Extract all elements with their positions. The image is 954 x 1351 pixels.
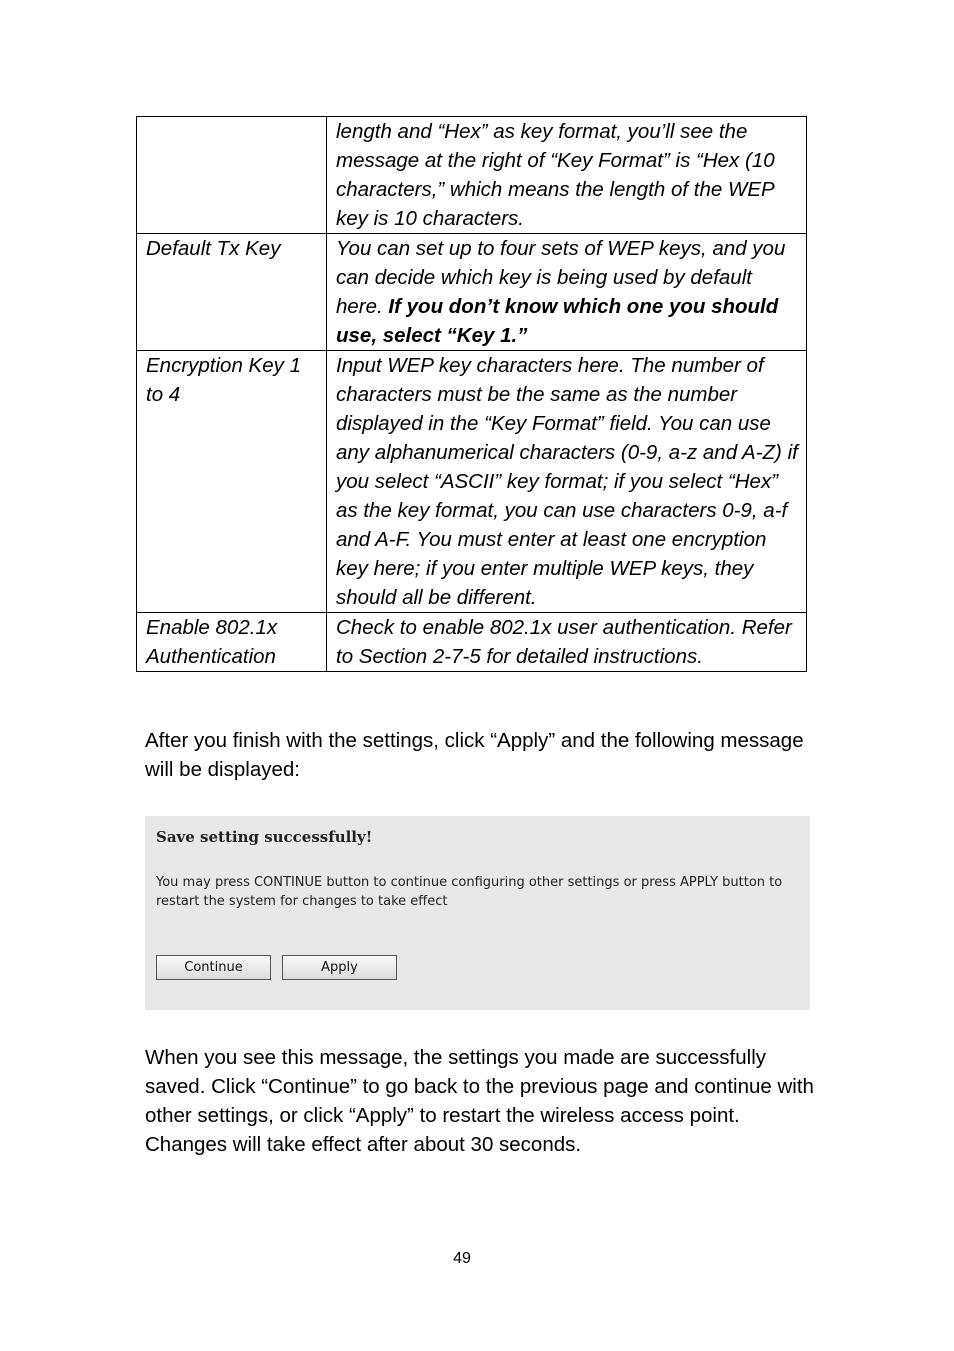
setting-name-cell: Enable 802.1x Authentication xyxy=(137,613,327,672)
setting-description-cell: Input WEP key characters here. The number of characters must be the same as the number displayed in the “Key Format” field. You can use any alphanumerical characters (0-9, a-z and A-Z) if you select “ASCII” key format; if you select “Hex” as the key format, you can use characters 0-9, a-f and A-F. You must enter at least one encryption key here; if you enter multiple WEP keys, they should all be different. xyxy=(327,351,807,613)
description-bold-text: If you don’t know which one you should use, select “Key 1.” xyxy=(336,295,779,347)
table-row xyxy=(137,117,807,234)
message-title: Save setting successfully! xyxy=(156,828,373,846)
table-row xyxy=(137,234,807,351)
setting-description-cell: Check to enable 802.1x user authentication. Refer to Section 2-7-5 for detailed instructions. xyxy=(327,613,807,672)
page-number: 49 xyxy=(453,1250,471,1267)
setting-description-cell xyxy=(327,234,807,351)
table-row xyxy=(137,351,807,613)
apply-button[interactable]: Apply xyxy=(282,955,397,980)
setting-name-cell xyxy=(137,117,327,234)
instruction-paragraph: After you finish with the settings, click “Apply” and the following message will be displayed: xyxy=(145,729,804,781)
save-success-message-panel xyxy=(145,816,810,1010)
table-row xyxy=(137,613,807,672)
continue-button[interactable]: Continue xyxy=(156,955,271,980)
description-text: You can set up to four sets of WEP keys, and you can decide which key is being used by default here. xyxy=(336,237,786,318)
setting-name-cell: Default Tx Key xyxy=(137,234,327,351)
settings-description-table xyxy=(136,116,807,672)
setting-name-cell: Encryption Key 1 to 4 xyxy=(137,351,327,613)
setting-description-cell: length and “Hex” as key format, you’ll see the message at the right of “Key Format” is “Hex (10 characters,” which means the length of the WEP key is 10 characters. xyxy=(327,117,807,234)
message-body: You may press CONTINUE button to continue configuring other settings or press APPLY button to restart the system for changes to take effect xyxy=(156,875,783,909)
explanation-paragraph: When you see this message, the settings you made are successfully saved. Click “Continue” to go back to the previous page and continue with other settings, or click “Apply” to restart the wireless access point. Changes will take effect after about 30 seconds. xyxy=(145,1046,814,1156)
